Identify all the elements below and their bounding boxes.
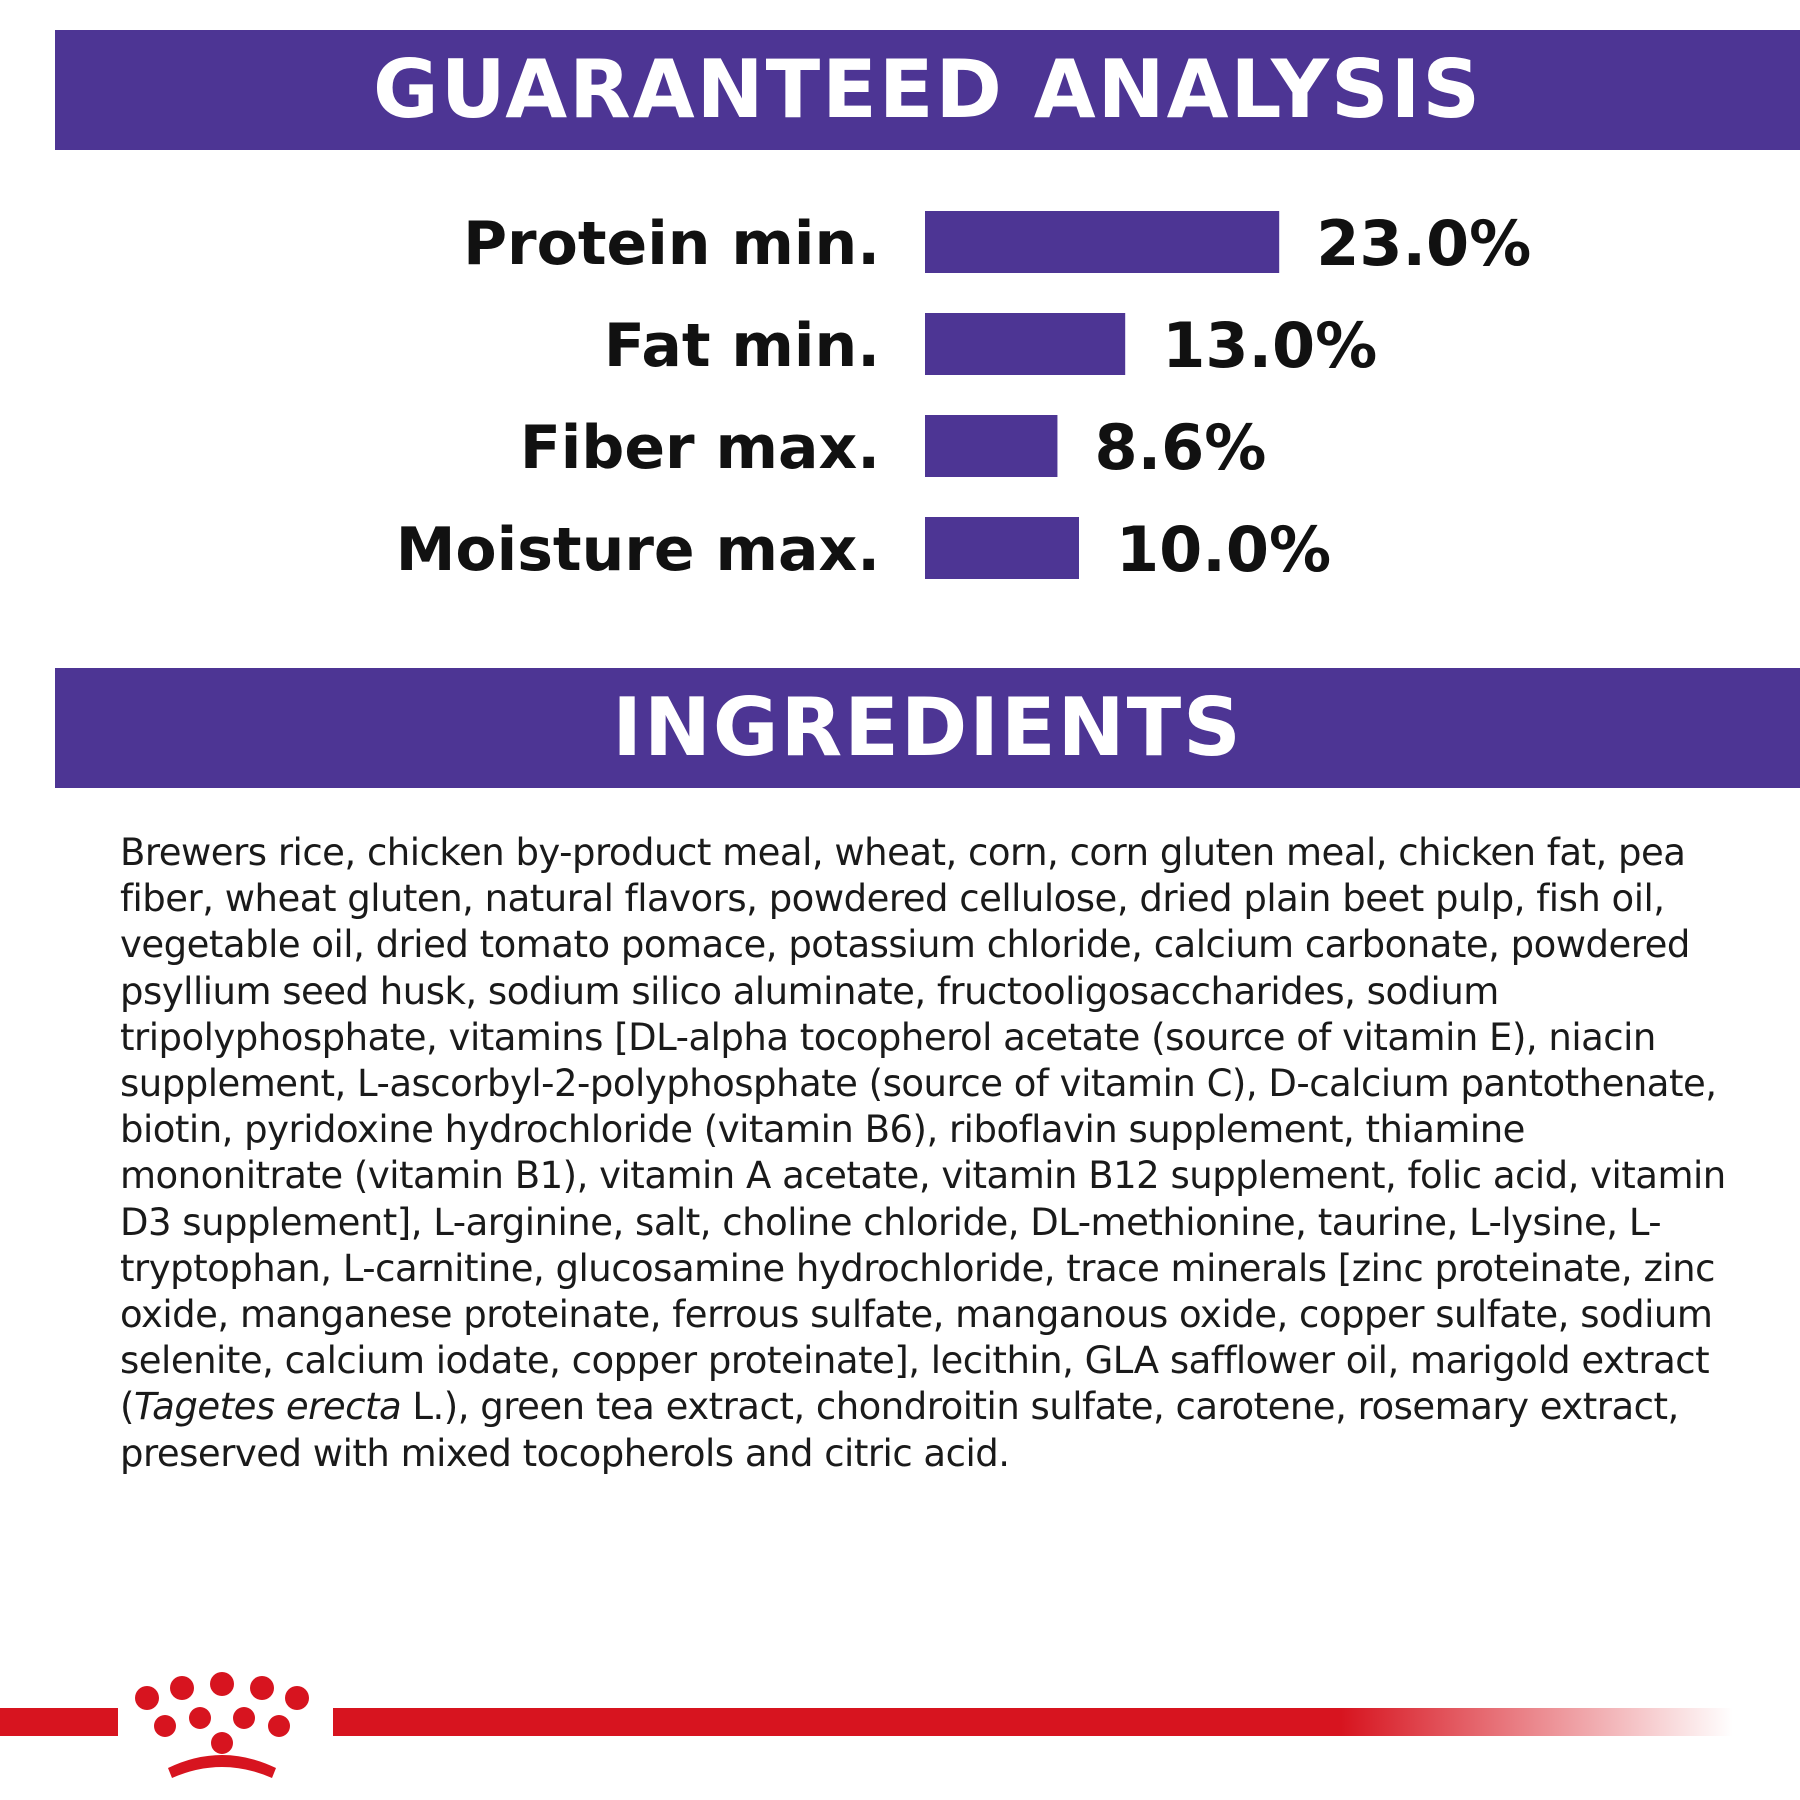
analysis-value: 13.0% bbox=[1162, 309, 1378, 382]
ingredients-text-part: L.), green tea extract, chondroitin sulfate, carotene, rosemary extract, preserved with mixed tocopherols and citric acid. bbox=[120, 1385, 1679, 1475]
analysis-label: Moisture max. bbox=[395, 515, 880, 585]
analysis-value: 8.6% bbox=[1094, 411, 1267, 484]
analysis-label: Fat min. bbox=[603, 311, 880, 381]
analysis-bar bbox=[925, 415, 1057, 477]
ingredients-heading: INGREDIENTS bbox=[612, 681, 1243, 774]
guaranteed-analysis-chart bbox=[0, 180, 1800, 620]
analysis-value: 23.0% bbox=[1316, 207, 1532, 280]
footer-brand-bar bbox=[0, 1650, 1800, 1800]
analysis-bar bbox=[925, 517, 1079, 579]
ingredients-banner bbox=[55, 668, 1800, 788]
royal-crown-icon bbox=[135, 1672, 309, 1778]
analysis-bar bbox=[925, 313, 1125, 375]
ingredients-list bbox=[120, 830, 1740, 1477]
ingredients-text-part: Brewers rice, chicken by-product meal, wheat, corn, corn gluten meal, chicken fat, pea fiber, wheat gluten, natural flavors, powdered cellulose, dried plain beet pulp, fish oil, vegetable oil, dried tomato pomace, potassium chloride, calcium carbonate, powdered psyllium seed husk, sodium silico aluminate, fructooligosaccharides, sodium tripolyphosphate, vitamins [DL-alpha tocopherol acetate (source of vitamin E), niacin supplement, L-ascorbyl-2-polyphosphate (source of vitamin C), D-calcium pantothenate, biotin, pyridoxine hydrochloride (vitamin B6), riboflavin supplement, thiamine mononitrate (vitamin B1), vitamin A acetate, vitamin B12 supplement, folic acid, vitamin D3 supplement], L-arginine, salt, choline chloride, DL-methionine, taurine, L-lysine, L-tryptophan, L-carnitine, glucosamine hydrochloride, trace minerals [zinc proteinate, zinc oxide, manganese proteinate, ferrous sulfate, manganous oxide, copper sulfate, sodium selenite, calcium iodate, copper proteinate], lecithin, GLA safflower oil, marigold extract ( bbox=[120, 831, 1726, 1429]
footer-stripe-right bbox=[333, 1708, 1733, 1736]
analysis-value: 10.0% bbox=[1116, 513, 1332, 586]
guaranteed-analysis-heading: GUARANTEED ANALYSIS bbox=[373, 43, 1482, 136]
analysis-label: Protein min. bbox=[463, 209, 880, 279]
footer-stripe-left bbox=[0, 1708, 118, 1736]
analysis-bar bbox=[925, 211, 1279, 273]
analysis-label: Fiber max. bbox=[519, 413, 880, 483]
ingredients-scientific-name: Tagetes erecta bbox=[133, 1385, 402, 1429]
guaranteed-analysis-banner bbox=[55, 30, 1800, 150]
